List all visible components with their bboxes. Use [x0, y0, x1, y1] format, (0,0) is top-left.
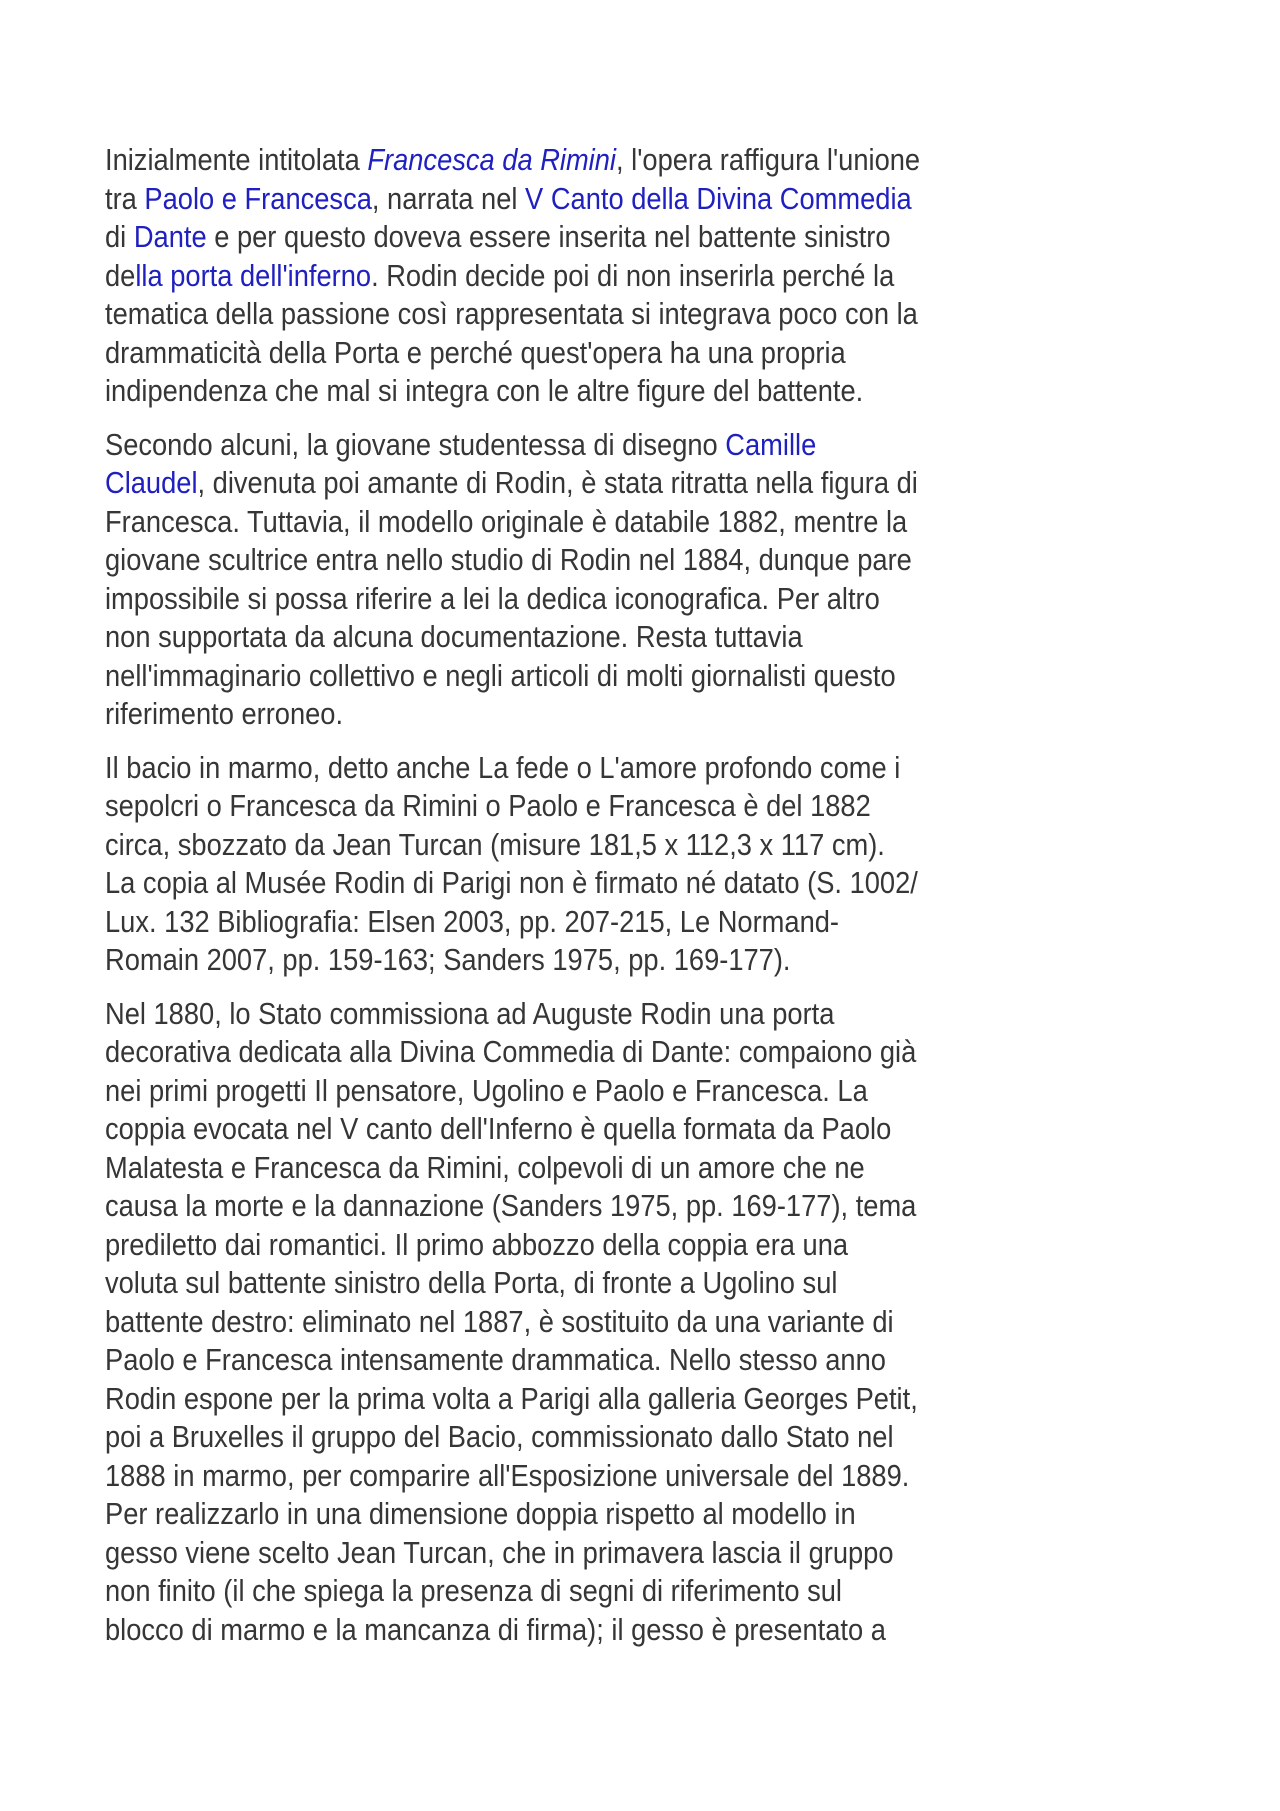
text-run: La copia al Musée Rodin di Parigi non è firmato né datato (S. 1002/ [105, 865, 918, 900]
text-line [105, 180, 1086, 219]
text-line [105, 295, 1086, 334]
text-line [105, 580, 1086, 619]
text-line [105, 1534, 1086, 1573]
text-line [105, 1418, 1086, 1457]
text-line [105, 1380, 1086, 1419]
text-run: . Rodin decide poi di non inserirla perché la [371, 257, 895, 293]
text-line [105, 787, 1086, 826]
text-run: circa, sbozzato da Jean Turcan (misure 181,5 x 112,3 x 117 cm). [105, 826, 885, 862]
text-run: sepolcri o Francesca da Rimini o Paolo e Francesca è del 1882 [105, 788, 871, 823]
text-line [105, 141, 1086, 180]
wiki-link[interactable]: Claudel [105, 465, 198, 500]
text-run: impossibile si possa riferire a lei la dedica iconografica. Per altro [105, 580, 880, 616]
text-run: Il bacio in marmo, detto anche La fede o L'amore profondo come i [105, 749, 901, 785]
text-line [105, 1187, 1086, 1226]
text-run: riferimento erroneo. [105, 696, 344, 731]
text-run: battente destro: eliminato nel 1887, è sostituito da una variante di [105, 1303, 894, 1339]
text-run: non finito (il che spiega la presenza di segni di riferimento sul [105, 1573, 842, 1608]
text-line [105, 941, 1086, 980]
text-run: nei primi progetti Il pensatore, Ugolino e Paolo e Francesca. La [105, 1072, 868, 1108]
text-line [105, 1572, 1086, 1611]
text-run: blocco di marmo e la mancanza di firma); il gesso è presentato a [105, 1611, 886, 1647]
text-line [105, 695, 1086, 734]
text-line [105, 1303, 1086, 1342]
text-run: Romain 2007, pp. 159-163; Sanders 1975, pp. 169-177). [105, 942, 791, 977]
text-line [105, 1341, 1086, 1380]
text-run: , narrata nel [371, 180, 526, 216]
paragraph-1 [105, 141, 1086, 411]
text-run: , l'opera raffigura l'unione [615, 142, 921, 177]
text-line [105, 257, 1086, 296]
text-run: giovane scultrice entra nello studio di Rodin nel 1884, dunque pare [105, 542, 912, 577]
text-run: Malatesta e Francesca da Rimini, colpevoli di un amore che ne [105, 1149, 865, 1185]
text-line [105, 1226, 1086, 1265]
text-line [105, 864, 1086, 903]
paragraph-2 [105, 426, 1086, 734]
paragraph-3 [105, 749, 1086, 980]
text-line [105, 657, 1086, 696]
text-run: gesso viene scelto Jean Turcan, che in primavera lascia il gruppo [105, 1534, 894, 1570]
text-run: e per questo doveva essere inserita nel battente sinistro [206, 219, 891, 254]
text-run: Rodin espone per la prima volta a Parigi alla galleria Georges Petit, [105, 1380, 918, 1416]
text-run: decorativa dedicata alla Divina Commedia di Dante: compaiono già [105, 1034, 917, 1069]
text-run: Francesca. Tuttavia, il modello originale è databile 1882, mentre la [105, 503, 908, 539]
text-line [105, 464, 1086, 503]
text-run: Paolo e Francesca intensamente drammatica. Nello stesso anno [105, 1342, 886, 1377]
text-run: voluta sul battente sinistro della Porta, di fronte a Ugolino sul [105, 1265, 838, 1300]
wiki-link[interactable]: Dante [133, 219, 207, 254]
text-line [105, 826, 1086, 865]
wiki-link[interactable]: Camille [725, 426, 817, 462]
text-line [105, 426, 1086, 465]
text-run: poi a Bruxelles il gruppo del Bacio, commissionato dallo Stato nel [105, 1419, 894, 1454]
text-run: prediletto dai romantici. Il primo abbozzo della coppia era una [105, 1226, 849, 1262]
text-run: Secondo alcuni, la giovane studentessa di disegno [105, 426, 726, 462]
text-line [105, 1072, 1086, 1111]
text-line [105, 1264, 1086, 1303]
wiki-link[interactable]: lla porta dell'inferno [135, 257, 372, 293]
text-run: Inizialmente intitolata [105, 142, 368, 177]
text-run: Nel 1880, lo Stato commissiona ad Auguste Rodin una porta [105, 995, 835, 1031]
paragraph-4 [105, 995, 1086, 1650]
text-line [105, 749, 1086, 788]
text-run: 1888 in marmo, per comparire all'Esposizione universale del 1889. [105, 1457, 910, 1493]
text-run: di [105, 219, 134, 254]
wiki-link[interactable]: Paolo e Francesca [144, 180, 372, 216]
text-run: non supportata da alcuna documentazione. Resta tuttavia [105, 619, 803, 654]
wiki-link[interactable]: V Canto della Divina Commedia [525, 180, 912, 216]
text-line [105, 1033, 1086, 1072]
text-run: tra [105, 180, 145, 216]
text-run: drammaticità della Porta e perché quest'opera ha una propria [105, 334, 846, 370]
text-run: Per realizzarlo in una dimensione doppia rispetto al modello in [105, 1496, 856, 1531]
text-run: nell'immaginario collettivo e negli articoli di molti giornalisti questo [105, 657, 896, 693]
text-line [105, 1611, 1086, 1650]
text-run: coppia evocata nel V canto dell'Inferno è quella formata da Paolo [105, 1111, 892, 1146]
text-run: de [105, 257, 136, 293]
text-run: indipendenza che mal si integra con le altre figure del battente. [105, 373, 864, 408]
text-line [105, 503, 1086, 542]
text-line [105, 995, 1086, 1034]
text-line [105, 1110, 1086, 1149]
text-line [105, 334, 1086, 373]
text-run: Lux. 132 Bibliografia: Elsen 2003, pp. 207-215, Le Normand- [105, 903, 840, 939]
text-line [105, 1495, 1086, 1534]
text-line [105, 541, 1086, 580]
text-line [105, 218, 1086, 257]
text-run: causa la morte e la dannazione (Sanders 1975, pp. 169-177), tema [105, 1188, 917, 1223]
wiki-link[interactable]: Francesca da Rimini [367, 142, 616, 177]
text-line [105, 903, 1086, 942]
text-run: tematica della passione così rappresentata si integrava poco con la [105, 296, 918, 331]
text-line [105, 372, 1086, 411]
text-line [105, 1457, 1086, 1496]
text-line [105, 618, 1086, 657]
text-line [105, 1149, 1086, 1188]
text-run: , divenuta poi amante di Rodin, è stata ritratta nella figura di [197, 465, 918, 500]
document-body [105, 141, 1220, 1649]
